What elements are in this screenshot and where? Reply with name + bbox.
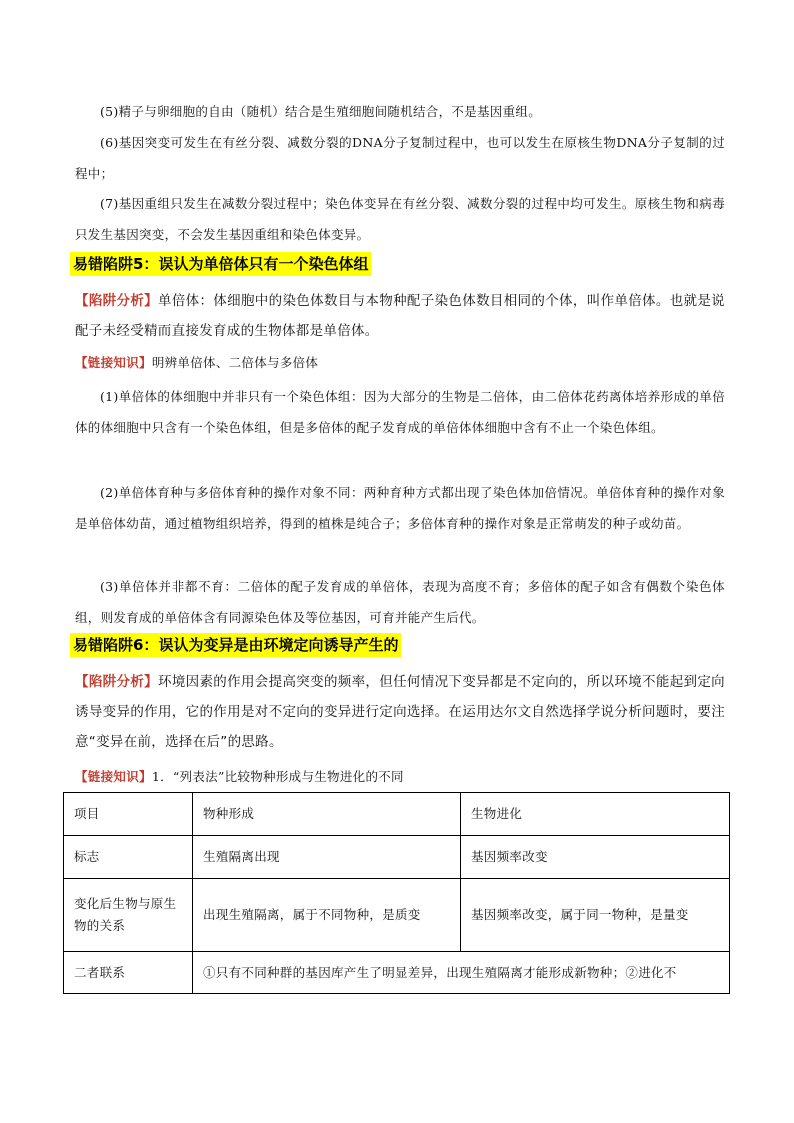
table-row: [64, 836, 730, 879]
trap-5-link-text: 明辨单倍体、二倍体与多倍体: [151, 355, 319, 370]
trap-analysis-tag: 【陷阱分析】: [75, 674, 158, 690]
haploid-point-1: (1)单倍体的体细胞中并非只有一个染色体组：因为大部分的生物是二倍体，由二倍体花药离体培养形成的单倍体的体细胞中只含有一个染色体组，但是多倍体的配子发育成的单倍体体细胞中含有不止一个染色体组。: [75, 389, 725, 435]
trap-analysis-tag: 【陷阱分析】: [75, 293, 158, 309]
table-cell: 基因频率改变: [461, 836, 730, 879]
table-header-row: [64, 793, 730, 836]
table-row: [64, 952, 730, 994]
header-cell: 生物进化: [461, 793, 730, 836]
haploid-point-3: (3)单倍体并非都不育：二倍体的配子发育成的单倍体，表现为高度不育；多倍体的配子如含有偶数个染色体组，则发育成的单倍体含有同源染色体及等位基因，可育并能产生后代。: [75, 579, 725, 625]
trap-5-link: [75, 348, 725, 379]
trap-6-link-text: 1．“列表法”比较物种形成与生物进化的不同: [151, 769, 404, 784]
trap-6-link: [75, 762, 725, 793]
table-cell: 基因频率改变，属于同一物种，是量变: [461, 879, 730, 952]
point-7: (7)基因重组只发生在减数分裂过程中；染色体变异在有丝分裂、减数分裂的过程中均可发生。原核生物和病毒只发生基因突变，不会发生基因重组和染色体变异。: [75, 196, 725, 242]
link-knowledge-tag: 【链接知识】: [75, 769, 152, 784]
table-cell: 标志: [64, 836, 193, 879]
trap-6-analysis: [75, 667, 725, 757]
trap-6-analysis-text: 环境因素的作用会提高突变的频率，但任何情况下变异都是不定向的，所以环境不能起到定向诱导变异的作用，它的作用是对不定向的变异进行定向选择。在运用达尔文自然选择学说分析问题时，要注意“变异在前，选择在后”的思路。: [75, 674, 725, 750]
table-cell: 变化后生物与原生物的关系: [64, 879, 193, 952]
table-row: [64, 879, 730, 952]
point-6: (6)基因突变可发生在有丝分裂、减数分裂的DNA分子复制过程中，也可以发生在原核生物DNA分子复制的过程中；: [75, 135, 725, 181]
comparison-table: [63, 792, 730, 994]
trap-6-heading: 易错陷阱6：误认为变异是由环境定向诱导产生的: [70, 633, 401, 657]
haploid-point-2: (2)单倍体育种与多倍体育种的操作对象不同：两种育种方式都出现了染色体加倍情况。单倍体育种的操作对象是单倍体幼苗，通过植物组织培养，得到的植株是纯合子；多倍体育种的操作对象是正常萌发的种子或幼苗。: [75, 485, 725, 531]
table-cell: 出现生殖隔离，属于不同物种，是质变: [193, 879, 461, 952]
table-cell: 生殖隔离出现: [193, 836, 461, 879]
header-cell: 项目: [64, 793, 193, 836]
point-5: (5)精子与卵细胞的自由（随机）结合是生殖细胞间随机结合，不是基因重组。: [100, 104, 542, 119]
table-cell: ①只有不同种群的基因库产生了明显差异，出现生殖隔离才能形成新物种；②进化不: [193, 952, 730, 994]
trap-5-analysis-text: 单倍体：体细胞中的染色体数目与本物种配子染色体数目相同的个体，叫作单倍体。也就是说配子未经受精而直接发育成的生物体都是单倍体。: [75, 293, 725, 339]
trap-5-heading: 易错陷阱5：误认为单倍体只有一个染色体组: [70, 252, 371, 276]
header-cell: 物种形成: [193, 793, 461, 836]
link-knowledge-tag: 【链接知识】: [75, 355, 152, 370]
table-cell: 二者联系: [64, 952, 193, 994]
trap-5-analysis: [75, 286, 725, 346]
